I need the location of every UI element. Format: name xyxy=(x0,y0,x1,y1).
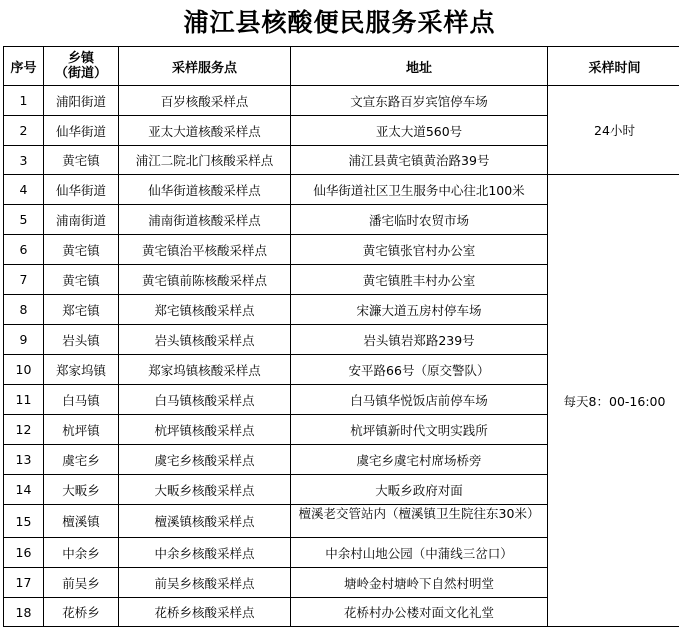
cell-site: 郑家坞镇核酸采样点 xyxy=(119,355,291,385)
cell-site: 花桥乡核酸采样点 xyxy=(119,598,291,627)
cell-town: 黄宅镇 xyxy=(44,235,119,265)
cell-no: 13 xyxy=(4,445,44,475)
cell-town: 花桥乡 xyxy=(44,598,119,627)
cell-no: 1 xyxy=(4,86,44,116)
cell-no: 18 xyxy=(4,598,44,627)
cell-town: 浦阳街道 xyxy=(44,86,119,116)
cell-no: 12 xyxy=(4,415,44,445)
cell-address: 虞宅乡虞宅村席场桥旁 xyxy=(291,445,548,475)
cell-no: 7 xyxy=(4,265,44,295)
cell-address: 仙华街道社区卫生服务中心往北100米 xyxy=(291,175,548,205)
cell-no: 9 xyxy=(4,325,44,355)
cell-time-24h: 24小时 xyxy=(548,86,679,175)
cell-site: 百岁核酸采样点 xyxy=(119,86,291,116)
cell-no: 4 xyxy=(4,175,44,205)
table-body xyxy=(4,86,679,627)
cell-address: 浦江县黄宅镇黄治路39号 xyxy=(291,146,548,175)
cell-address: 黄宅镇胜丰村办公室 xyxy=(291,265,548,295)
cell-address: 檀溪老交管站内（檀溪镇卫生院往东30米） xyxy=(291,505,548,538)
cell-town: 仙华街道 xyxy=(44,116,119,146)
cell-site: 浦江二院北门核酸采样点 xyxy=(119,146,291,175)
cell-address: 文宣东路百岁宾馆停车场 xyxy=(291,86,548,116)
cell-no: 10 xyxy=(4,355,44,385)
cell-town: 仙华街道 xyxy=(44,175,119,205)
cell-site: 杭坪镇核酸采样点 xyxy=(119,415,291,445)
cell-address: 安平路66号（原交警队） xyxy=(291,355,548,385)
cell-town: 中余乡 xyxy=(44,538,119,568)
cell-site: 郑宅镇核酸采样点 xyxy=(119,295,291,325)
header-site: 采样服务点 xyxy=(119,47,291,86)
cell-site: 黄宅镇前陈核酸采样点 xyxy=(119,265,291,295)
table-header-row xyxy=(4,47,679,86)
cell-town: 岩头镇 xyxy=(44,325,119,355)
cell-no: 14 xyxy=(4,475,44,505)
sampling-sites-table xyxy=(3,46,679,627)
cell-address: 潘宅临时农贸市场 xyxy=(291,205,548,235)
cell-address: 宋濂大道五房村停车场 xyxy=(291,295,548,325)
cell-town: 檀溪镇 xyxy=(44,505,119,538)
cell-site: 白马镇核酸采样点 xyxy=(119,385,291,415)
cell-no: 6 xyxy=(4,235,44,265)
table-row xyxy=(4,175,679,205)
cell-address: 亚太大道560号 xyxy=(291,116,548,146)
cell-town: 黄宅镇 xyxy=(44,265,119,295)
cell-site: 前吴乡核酸采样点 xyxy=(119,568,291,598)
cell-no: 8 xyxy=(4,295,44,325)
cell-site: 仙华街道核酸采样点 xyxy=(119,175,291,205)
cell-town: 浦南街道 xyxy=(44,205,119,235)
cell-site: 中余乡核酸采样点 xyxy=(119,538,291,568)
cell-no: 3 xyxy=(4,146,44,175)
cell-site: 大畈乡核酸采样点 xyxy=(119,475,291,505)
cell-site: 浦南街道核酸采样点 xyxy=(119,205,291,235)
cell-no: 2 xyxy=(4,116,44,146)
header-no: 序号 xyxy=(4,47,44,86)
header-address: 地址 xyxy=(291,47,548,86)
cell-site: 檀溪镇核酸采样点 xyxy=(119,505,291,538)
cell-town: 白马镇 xyxy=(44,385,119,415)
header-town xyxy=(44,47,119,86)
header-time: 采样时间 xyxy=(548,47,679,86)
cell-address: 大畈乡政府对面 xyxy=(291,475,548,505)
cell-town: 黄宅镇 xyxy=(44,146,119,175)
cell-address: 岩头镇岩郑路239号 xyxy=(291,325,548,355)
cell-no: 17 xyxy=(4,568,44,598)
cell-town: 前吴乡 xyxy=(44,568,119,598)
cell-address: 杭坪镇新时代文明实践所 xyxy=(291,415,548,445)
cell-time-daily: 每天8：00-16:00 xyxy=(548,175,679,627)
cell-no: 11 xyxy=(4,385,44,415)
cell-no: 16 xyxy=(4,538,44,568)
cell-address: 中余村山地公园（中蒲线三岔口） xyxy=(291,538,548,568)
cell-address: 黄宅镇张官村办公室 xyxy=(291,235,548,265)
cell-town: 虞宅乡 xyxy=(44,445,119,475)
cell-address: 白马镇华悦饭店前停车场 xyxy=(291,385,548,415)
cell-site: 黄宅镇治平核酸采样点 xyxy=(119,235,291,265)
header-town-line1: 乡镇 xyxy=(44,51,118,66)
cell-town: 大畈乡 xyxy=(44,475,119,505)
cell-address: 塘岭金村塘岭下自然村明堂 xyxy=(291,568,548,598)
cell-town: 郑宅镇 xyxy=(44,295,119,325)
cell-site: 岩头镇核酸采样点 xyxy=(119,325,291,355)
cell-site: 虞宅乡核酸采样点 xyxy=(119,445,291,475)
page-title: 浦江县核酸便民服务采样点 xyxy=(0,0,679,46)
cell-town: 杭坪镇 xyxy=(44,415,119,445)
cell-address: 花桥村办公楼对面文化礼堂 xyxy=(291,598,548,627)
header-town-line2: （街道） xyxy=(44,66,118,81)
cell-site: 亚太大道核酸采样点 xyxy=(119,116,291,146)
cell-no: 15 xyxy=(4,505,44,538)
table-row xyxy=(4,86,679,116)
cell-town: 郑家坞镇 xyxy=(44,355,119,385)
cell-no: 5 xyxy=(4,205,44,235)
